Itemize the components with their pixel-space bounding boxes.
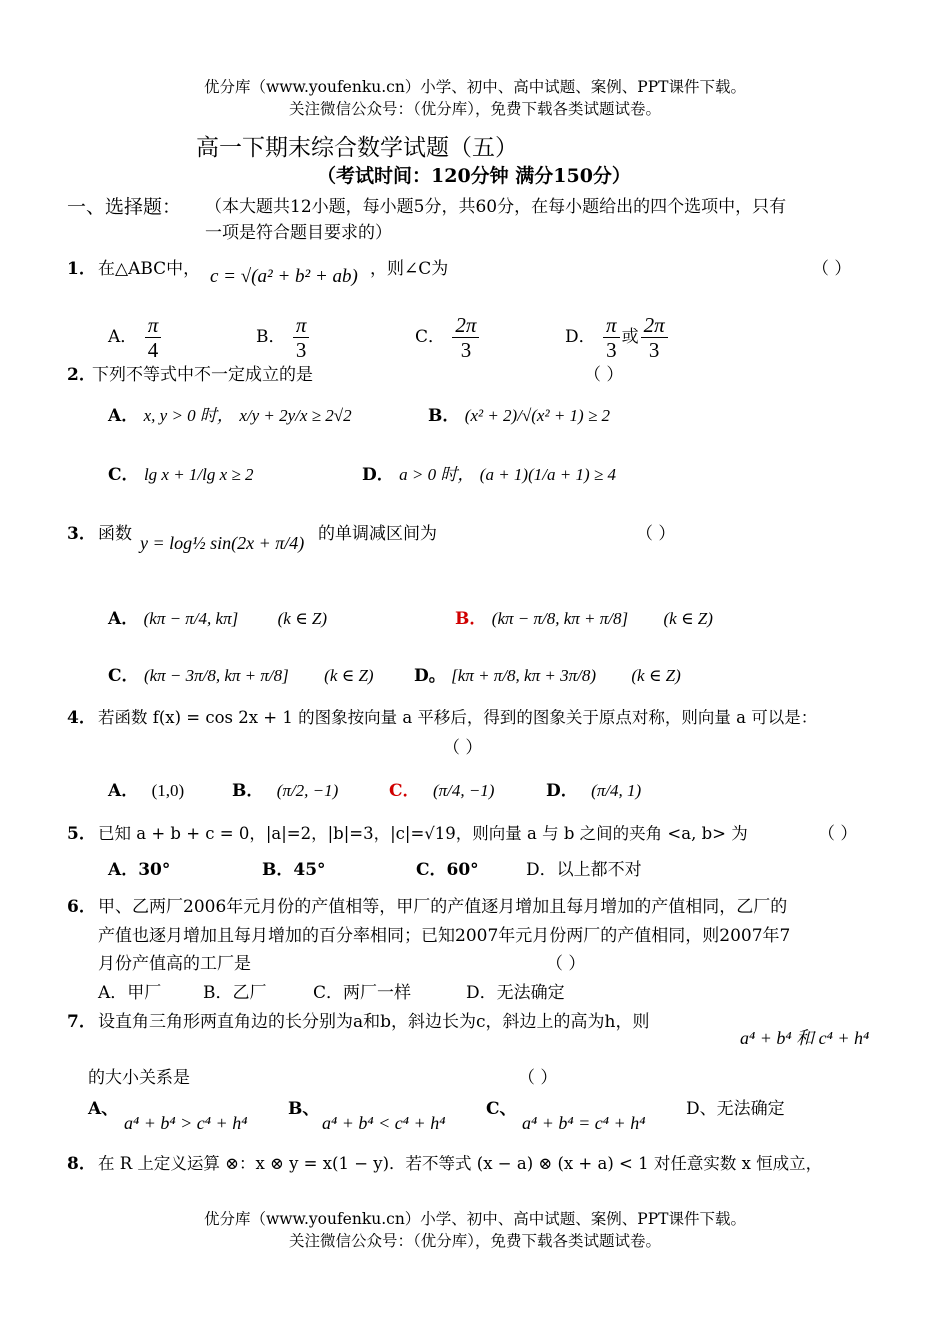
q1-stem: 在△ABC中， — [98, 259, 201, 279]
q6-line-2: 产值也逐月增加且每月增加的百分率相同；已知2007年元月份两厂的产值相同，则2007年7 — [98, 926, 791, 946]
header-line-2: 关注微信公众号：（优分库），免费下载各类试题试卷。 — [288, 100, 661, 118]
q3-d-k: (k ∈ Z) — [631, 666, 681, 685]
q1-option-c-label: C． — [415, 327, 446, 347]
q1-d1-numerator: π — [603, 313, 620, 338]
q7-a-label: A、 — [88, 1099, 119, 1119]
q6-option-a: A．甲厂 — [98, 983, 162, 1003]
q6-option-d: D．无法确定 — [466, 983, 565, 1003]
q1-c-denominator: 3 — [460, 338, 472, 362]
q4-number: 4． — [67, 708, 96, 728]
section-heading: 一、选择题： — [67, 196, 182, 218]
q5-option-c: C．60° — [416, 860, 479, 880]
q4-a-label: A． — [108, 781, 139, 801]
q6-option-b: B．乙厂 — [203, 983, 267, 1003]
q1-d1-denominator: 3 — [606, 338, 617, 362]
section-note-1: （本大题共12小题，每小题5分，共60分，在每小题给出的四个选项中，只有 — [205, 197, 787, 217]
q1-a-denominator: 4 — [147, 338, 159, 362]
q4-option-d — [546, 780, 641, 802]
q3-c-k: (k ∈ Z) — [324, 666, 374, 685]
q3-c-expr: (kπ − 3π/8, kπ + π/8] — [143, 666, 289, 685]
q5-answer-paren: （ ） — [818, 824, 858, 844]
q3-option-b — [455, 608, 713, 630]
q3-a-expr: (kπ − π/4, kπ] — [143, 609, 239, 628]
q4-d-label: D． — [546, 781, 578, 801]
q3-d-label: D。 — [414, 666, 446, 686]
q4-option-a — [108, 780, 184, 802]
q2-d-label: D． — [362, 465, 394, 485]
q5-option-a: A．30° — [108, 860, 171, 880]
q7-line-2: 的大小关系是 — [88, 1068, 190, 1088]
q1-number: 1． — [67, 259, 96, 279]
q3-a-k: (k ∈ Z) — [277, 609, 328, 628]
q6-number: 6． — [67, 897, 96, 917]
q6-line-3: 月份产值高的工厂是 — [98, 954, 251, 974]
q1-option-a-label: A． — [108, 327, 138, 347]
q7-c-label: C、 — [486, 1099, 517, 1119]
q2-c-expr: lg x + 1/lg x ≥ 2 — [143, 465, 254, 484]
footer-line-2: 关注微信公众号：（优分库），免费下载各类试题试卷。 — [288, 1232, 661, 1250]
q2-answer-paren: （ ） — [584, 365, 624, 385]
q4-d-expr: (π/4, 1) — [591, 781, 642, 800]
exam-subtitle: （考试时间：120分钟 满分150分） — [317, 165, 631, 187]
q2-stem: 下列不等式中不一定成立的是 — [92, 365, 313, 385]
q1-option-b — [256, 313, 311, 362]
q1-d-or: 或 — [621, 327, 639, 347]
q7-c-expr: a⁴ + b⁴ = c⁴ + h⁴ — [522, 1113, 646, 1133]
q4-option-c — [389, 780, 494, 802]
q1-formula: c = √(a² + b² + ab) — [210, 266, 358, 287]
q1-b-numerator: π — [293, 313, 310, 338]
q1-d2-denominator: 3 — [648, 338, 660, 362]
q4-answer-paren: （ ） — [443, 738, 483, 758]
q3-c-label: C． — [108, 666, 139, 686]
q2-option-d — [362, 464, 616, 486]
q2-c-label: C． — [108, 465, 139, 485]
q6-line-1: 甲、乙两厂2006年元月份的产值相等，甲厂的产值逐月增加且每月增加的产值相同，乙厂的 — [98, 897, 788, 917]
q3-b-k: (k ∈ Z) — [663, 609, 713, 628]
q2-a-expr: x/y + 2y/x ≥ 2√2 — [239, 406, 352, 425]
q3-formula: y = log½ sin(2x + π/4) — [140, 533, 305, 553]
q7-b-label: B、 — [288, 1099, 320, 1119]
q7-expr: a⁴ + b⁴ 和 c⁴ + h⁴ — [740, 1028, 870, 1048]
q8-number: 8． — [67, 1154, 96, 1174]
q1-option-d — [565, 313, 670, 362]
q2-number: 2． — [67, 365, 96, 385]
q1-answer-paren: （ ） — [812, 259, 852, 279]
q4-a-expr: (1,0) — [151, 781, 185, 800]
q4-option-b — [232, 780, 338, 802]
q4-b-label: B． — [232, 781, 264, 801]
q6-answer-paren: （ ） — [546, 954, 586, 974]
q5-stem: 已知 a + b + c = 0，|a|=2，|b|=3，|c|=√19，则向量 a 与 b 之间的夹角 <a, b> 为 — [98, 824, 748, 843]
q3-a-label: A． — [108, 609, 139, 629]
q4-c-label: C． — [389, 781, 420, 801]
q3-option-a — [108, 608, 327, 630]
q2-option-c — [108, 464, 254, 486]
exam-title: 高一下期末综合数学试题（五） — [196, 135, 518, 161]
q3-number: 3． — [67, 524, 96, 544]
q1-option-b-label: B． — [256, 327, 286, 347]
q1-tail: ，则∠C为 — [370, 259, 449, 279]
q7-number: 7． — [67, 1012, 96, 1032]
q3-option-d — [414, 665, 681, 687]
footer-line-1: 优分库（www.youfenku.cn）小学、初中、高中试题、案例、PPT课件下载。 — [203, 1210, 747, 1228]
q7-line-1: 设直角三角形两直角边的长分别为a和b，斜边长为c，斜边上的高为h，则 — [98, 1012, 650, 1032]
q3-b-label: B． — [455, 609, 487, 629]
q4-c-expr: (π/4, −1) — [432, 781, 495, 800]
q6-option-c: C．两厂一样 — [313, 983, 412, 1003]
q2-b-label: B． — [428, 406, 460, 426]
q4-stem: 若函数 f(x) = cos 2x + 1 的图象按向量 a 平移后，得到的图象关于原点对称，则向量 a 可以是： — [98, 708, 818, 727]
q3-tail: 的单调减区间为 — [318, 524, 437, 544]
q5-option-d: D．以上都不对 — [526, 860, 642, 880]
section-note-2: 一项是符合题目要求的） — [205, 223, 392, 243]
q8-text: 在 R 上定义运算 ⊗：x ⊗ y = x(1 − y)．若不等式 (x − a) ⊗ (x + a) < 1 对任意实数 x 恒成立， — [98, 1154, 823, 1173]
q3-b-expr: (kπ − π/8, kπ + π/8] — [491, 609, 629, 628]
q4-b-expr: (π/2, −1) — [276, 781, 339, 800]
q2-a-label: A． — [108, 406, 139, 426]
q1-b-denominator: 3 — [295, 338, 307, 362]
q3-answer-paren: （ ） — [636, 524, 676, 544]
q1-c-numerator: 2π — [452, 313, 479, 338]
q7-answer-paren: （ ） — [518, 1068, 558, 1088]
q3-option-c — [108, 665, 374, 687]
header-line-1: 优分库（www.youfenku.cn）小学、初中、高中试题、案例、PPT课件下载。 — [203, 78, 747, 96]
q7-b-expr: a⁴ + b⁴ < c⁴ + h⁴ — [322, 1113, 446, 1133]
q5-number: 5． — [67, 824, 96, 844]
q7-a-expr: a⁴ + b⁴ > c⁴ + h⁴ — [124, 1113, 248, 1133]
q1-option-c — [415, 313, 481, 362]
q5-option-b: B．45° — [262, 860, 326, 880]
q2-a-condition: x, y > 0 时， — [143, 406, 234, 425]
q2-d-condition: a > 0 时， — [399, 465, 475, 484]
q2-b-expr: (x² + 2)/√(x² + 1) ≥ 2 — [464, 406, 611, 425]
q3-stem: 函数 — [98, 524, 132, 544]
q1-option-d-label: D． — [565, 327, 596, 347]
q1-a-numerator: π — [145, 313, 162, 338]
q2-d-expr: (a + 1)(1/a + 1) ≥ 4 — [479, 465, 616, 484]
q3-d-expr: [kπ + π/8, kπ + 3π/8) — [451, 666, 596, 685]
q1-option-a — [108, 313, 163, 362]
q2-option-a — [108, 405, 352, 427]
q1-d2-numerator: 2π — [641, 313, 668, 338]
q2-option-b — [428, 405, 610, 427]
q7-option-d: D、无法确定 — [686, 1099, 785, 1119]
